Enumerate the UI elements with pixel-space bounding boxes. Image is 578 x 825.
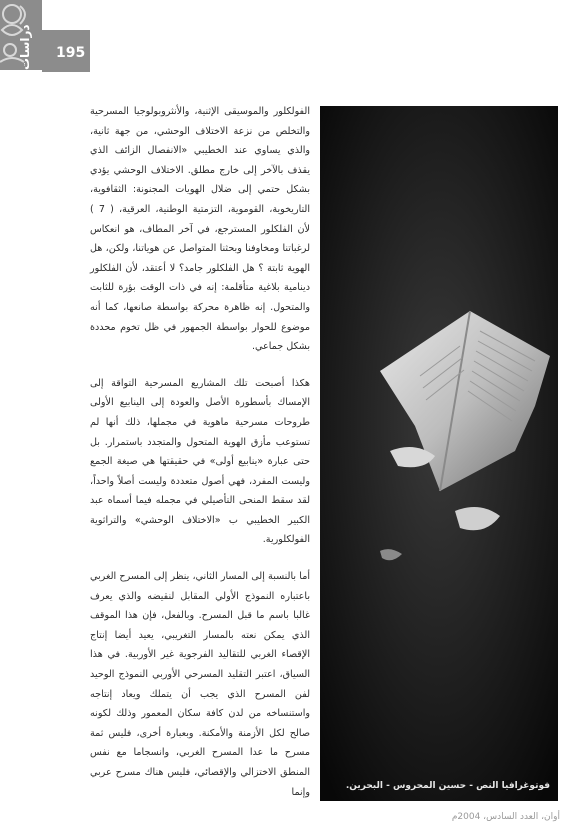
photo-caption: فوتوغرافيا النص - حسين المحروس - البحرين. [345, 781, 550, 791]
page-number: 195 [56, 45, 86, 61]
issue-footer: أوان، العدد السادس، 2004م [451, 812, 560, 822]
section-label: دراسات [18, 24, 32, 70]
article-photo [320, 106, 558, 801]
newspaper-hands-photo [320, 106, 558, 801]
paragraph: هكذا أصبحت تلك المشاريع المسرحية التواقة إلى الإمساك بأسطورة الأصل والعودة إلى الينابيع الأولى طروحات مسرحية ماهوية في مجملها، ذلك أنها لم تستوعب مأزق الهوية المتحول والمتجدد باستمرار. بل حتى عبارة «ينابيع أولى» في حقيقتها هي صيغة الجمع وليست المفرد، فهي أصول متعددة وليست أصلاً واحداً، لقد سقط المنحى التأصيلي في مجمله فيما أسماه عبد الكبير الخطيبي ب «الاختلاف الوحشي» والتراثوية الفولكلورية. [90, 377, 310, 546]
article-text-column [90, 102, 310, 819]
paragraph: أما بالنسبة إلى المسار الثاني، ينظر إلى المسرح الغربي باعتباره النموذج الأولي المقابل لنقيضه والذي يعرف غالبا باسم ما قبل المسرح. وبالفعل، فإن هذا الموقف الذي يمكن نعته بالمسار التغريبي، يعيد أيضا إنتاج الإقصاء الغربي للتقاليد الفرجوية غير الأوربية. في هذا السياق، اعتبر التقليد المسرحي الأوربي النموذج الوحيد لفن المسرح الذي يجب أن يتملك ويعاد إنتاجه واستنساخه من لدن كافة سكان المعمور وذلك لكونه صالح لكل الأزمنة والأمكنة. وبعبارة أخرى، فليس ثمة مسرح ما عدا المسرح الغربي، وانسجاما مع نفس المنطق الاختزالي والإقصائي، فليس هناك مسرح عربي وإنما [90, 571, 310, 798]
paragraph: الفولكلور والموسيقى الإثنية، والأنثروبولوجيا المسرحية والتخلص من نزعة الاختلاف الوحشي، من جهة ثانية، والذي يساوي عند الخطيبي «الانفصال الزائف الذي يقذف بالآخر إلى خارج مطلق. الاختلاف الوحشي يؤدي بشكل حتمي إلى ضلال الهويات المجنونة: الثقافوية، التاريخوية، القوموية، التزمتية الوطنية، العرقية، ( 7 ) لأن الفلكلور المسترجع، في آخر المطاف، هو انعكاس لرغباتنا ومخاوفنا وبحثنا المتواصل عن هوياتنا، ولكن، هل الهوية ثابتة ؟ هل الفلكلور جامد؟ لا أعتقد، لأن الفلكلور دينامية بلاغية متأقلمة: إنه في ذات الوقت بؤرة للثابت والمتحول. إنه ظاهرة محركة بواسطة صانعها، كما أنه موضوع للحوار بواسطة الجمهور في ظل تخوم محددة بشكل جماعي. [90, 106, 310, 353]
